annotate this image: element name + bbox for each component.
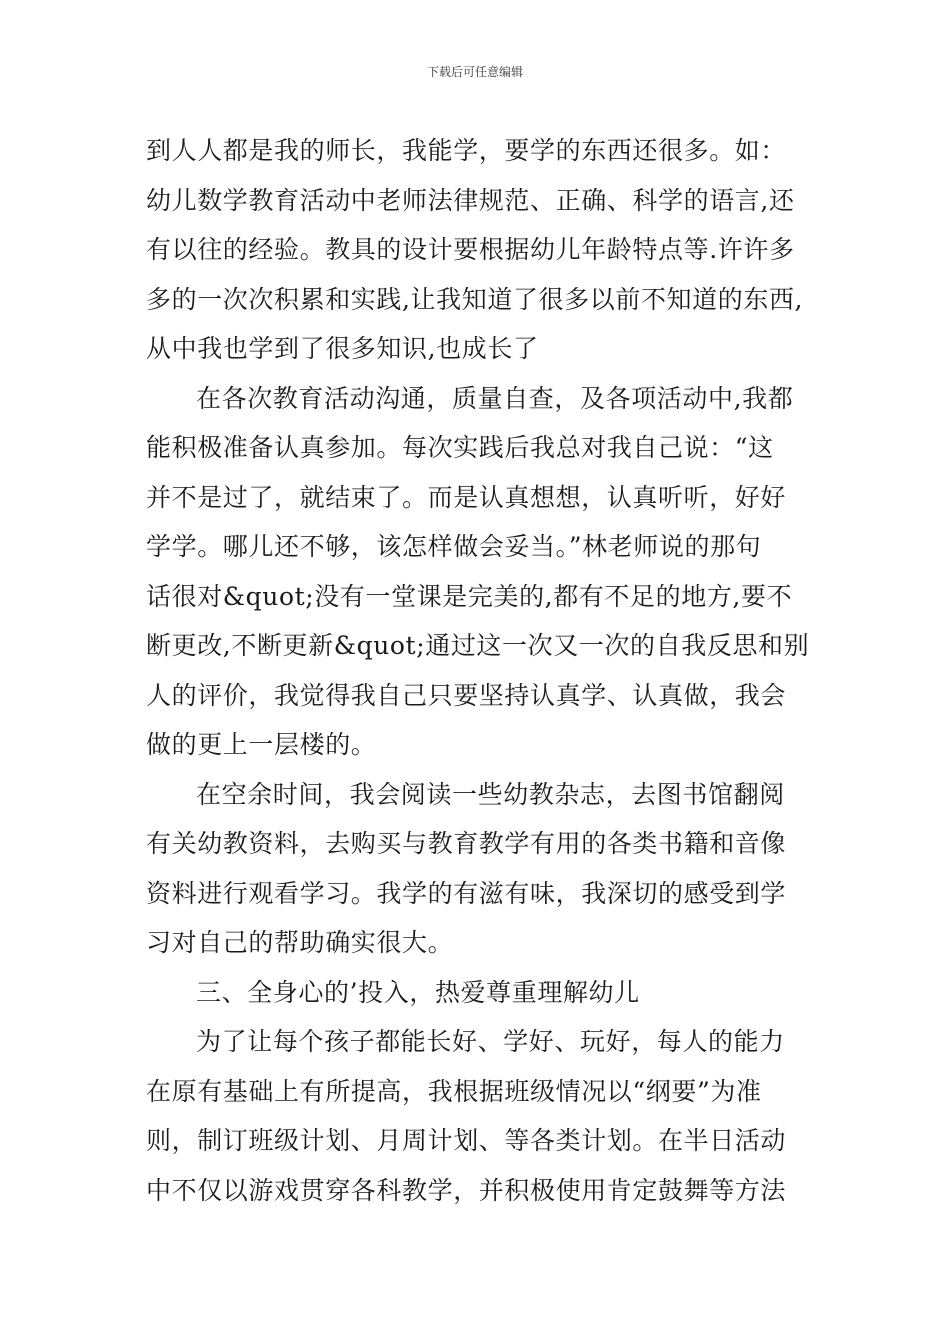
text-line: 并不是过了，就结束了。而是认真想想，认真听听，好好 <box>146 482 787 512</box>
text-line: 到人人都是我的师长，我能学，要学的东西还很多。如： <box>146 136 787 165</box>
text-line: 断更改,不断更新&quot;通过这一次又一次的自我反思和别 <box>146 631 810 660</box>
text-line: 习对自己的帮助确实很大。 <box>146 928 454 957</box>
text-line: 人的评价，我觉得我自己只要坚持认真学、认真做，我会 <box>146 680 787 710</box>
text-line: 从中我也学到了很多知识,也成长了 <box>146 334 539 363</box>
text-line: 话很对&quot;没有一堂课是完美的,都有不足的地方,要不 <box>146 581 793 611</box>
text-line: 在各次教育活动沟通，质量自查，及各项活动中,我都 <box>196 383 794 413</box>
text-line: 有关幼教资料，去购买与教育教学有用的各类书籍和音像 <box>146 829 787 858</box>
text-line: 三、全身心的’投入，热爱尊重理解幼儿 <box>196 977 640 1007</box>
text-line: 在空余时间，我会阅读一些幼教杂志，去图书馆翻阅 <box>196 779 785 809</box>
text-line: 学学。哪儿还不够，该怎样做会妥当。”林老师说的那句 <box>146 532 762 561</box>
text-line: 资料进行观看学习。我学的有滋有味，我深切的感受到学 <box>146 878 787 908</box>
document-body <box>146 126 818 1215</box>
text-line: 有以往的经验。教具的设计要根据幼儿年龄特点等.许许多 <box>146 235 795 264</box>
text-line: 多的一次次积累和实践,让我知道了很多以前不知道的东西, <box>146 284 804 314</box>
text-line: 则，制订班级计划、月周计划、等各类计划。在半日活动 <box>146 1126 787 1155</box>
text-line: 中不仅以游戏贯穿各科教学，并积极使用肯定鼓舞等方法 <box>146 1175 787 1205</box>
text-line: 能积极准备认真参加。每次实践后我总对我自己说：“这 <box>146 433 774 462</box>
text-line: 在原有基础上有所提高，我根据班级情况以“纲要”为准 <box>146 1076 762 1106</box>
text-line: 做的更上一层楼的。 <box>146 730 377 759</box>
text-line: 幼儿数学教育活动中老师法律规范、正确、科学的语言,还 <box>146 185 795 215</box>
page-header: 下载后可任意编辑 <box>426 65 523 79</box>
text-line: 为了让每个孩子都能长好、学好、玩好，每人的能力 <box>196 1027 785 1056</box>
